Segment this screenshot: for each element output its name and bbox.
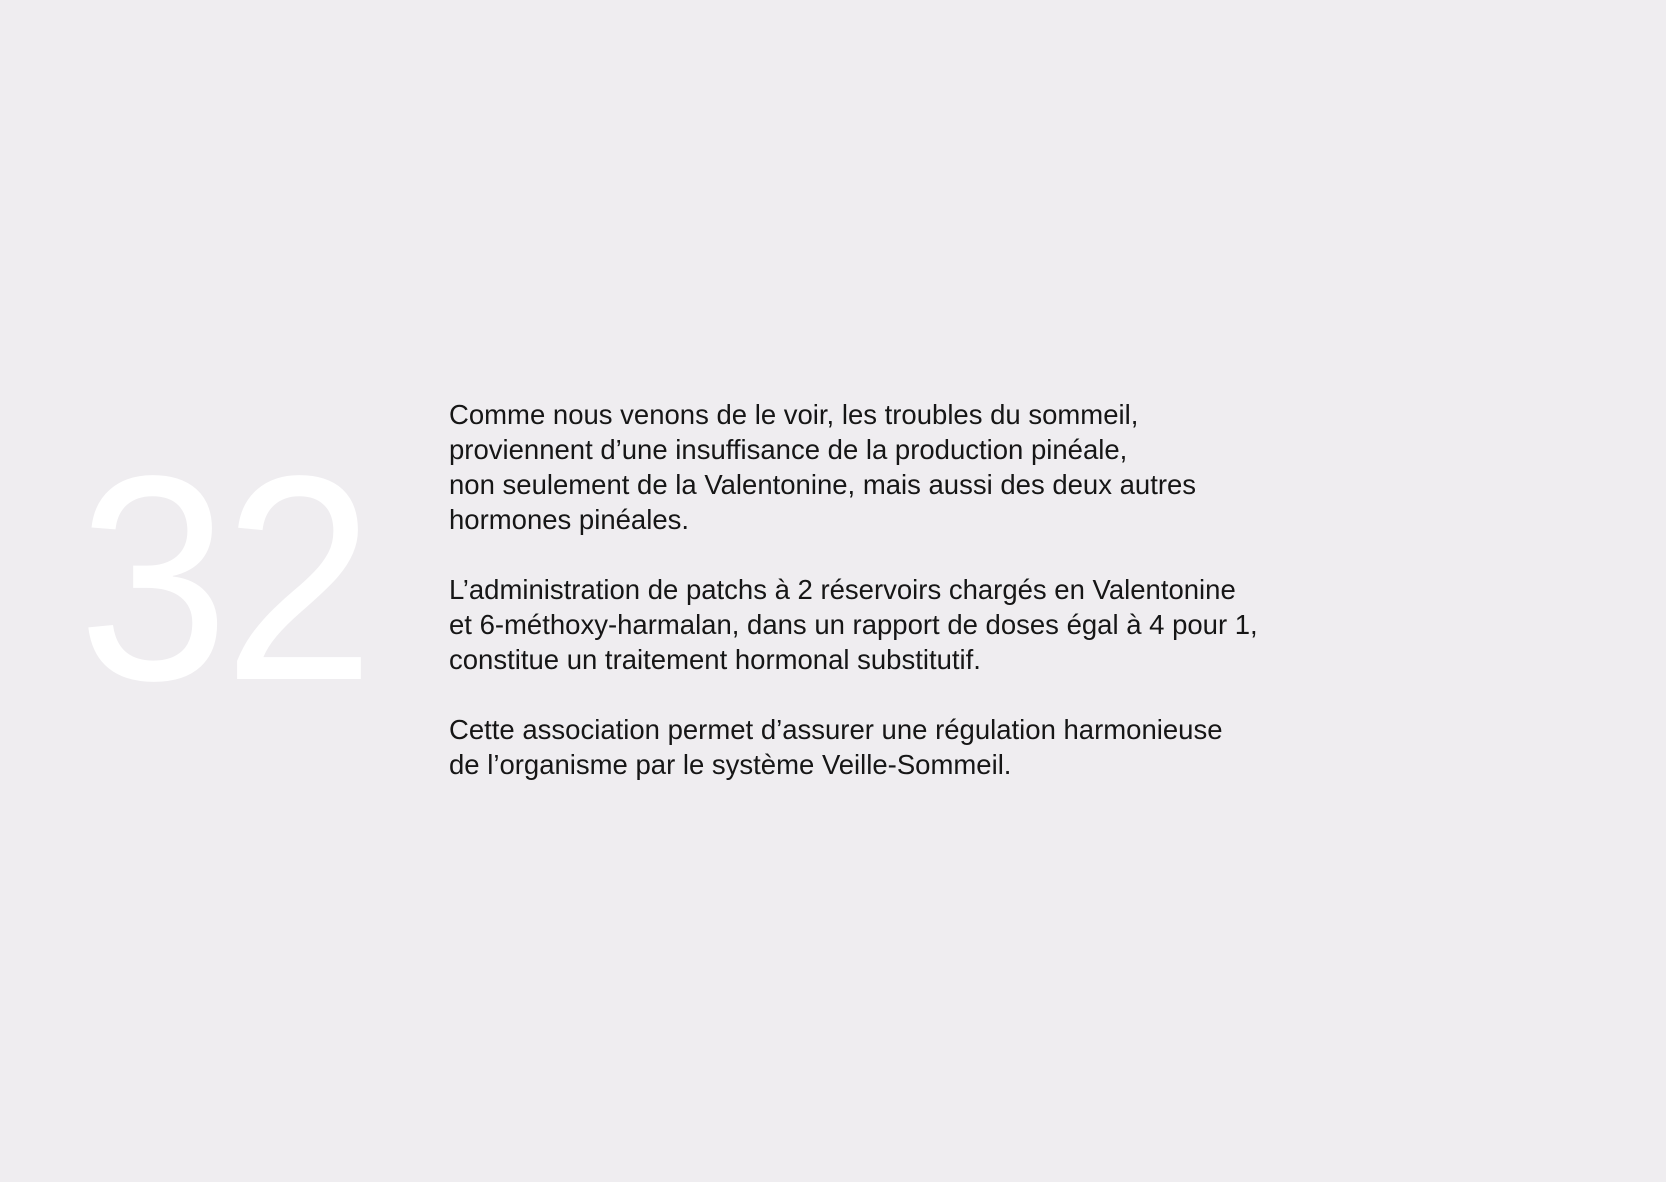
text-line: non seulement de la Valentonine, mais aussi des deux autres [449, 469, 1197, 500]
text-line: Comme nous venons de le voir, les troubles du sommeil, [449, 399, 1139, 430]
text-line: hormones pinéales. [449, 504, 690, 535]
paragraph-3 [449, 712, 1449, 782]
body-text [449, 397, 1449, 817]
text-line: proviennent d’une insuffisance de la production pinéale, [449, 434, 1128, 465]
text-line: de l’organisme par le système Veille-Sommeil. [449, 749, 1012, 780]
page-number: 32 [78, 415, 369, 741]
text-line: Cette association permet d’assurer une régulation harmonieuse [449, 714, 1223, 745]
text-line: L’administration de patchs à 2 réservoirs chargés en Valentonine [449, 574, 1236, 605]
text-line: et 6-méthoxy-harmalan, dans un rapport de doses égal à 4 pour 1, [449, 609, 1258, 640]
paragraph-1 [449, 397, 1449, 537]
paragraph-2 [449, 572, 1449, 677]
text-line: constitue un traitement hormonal substitutif. [449, 644, 981, 675]
